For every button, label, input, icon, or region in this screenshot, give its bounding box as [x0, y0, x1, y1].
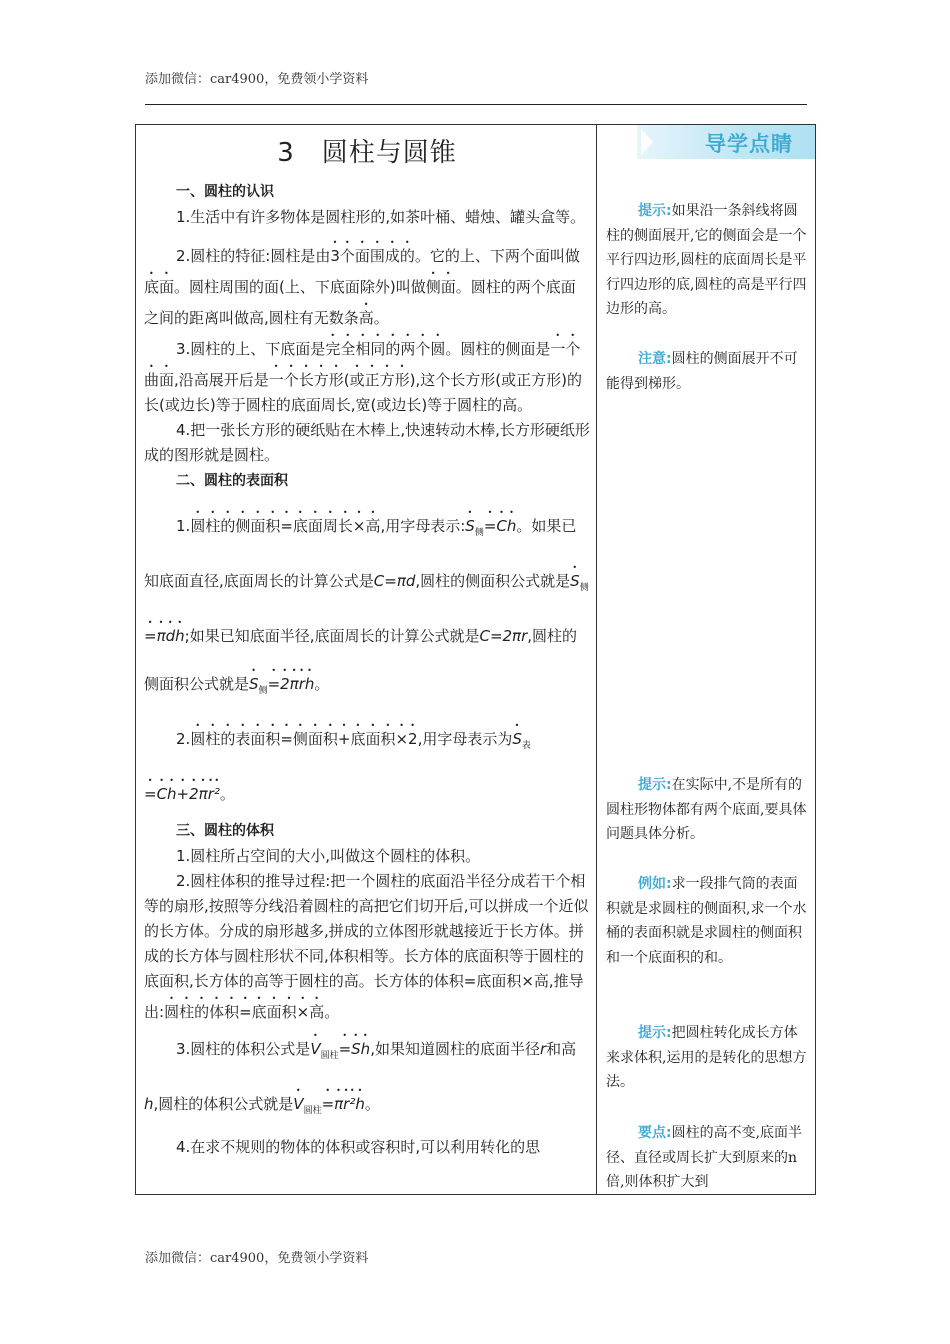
s2-paragraph-1: 1.圆柱的侧面积=底面周长×高,用字母表示$:S_侧=Ch$。如果已知底面直径,底面周长的计算公式是C=πd,圆柱的侧面积公式就是$S_侧=\pi dh$;如果已知底面半径,底面周长的计算公式就是C=2πr,圆柱的侧面积公式就是$S_侧=2\pi rh$。	[144, 517, 589, 696]
section-heading-2: 二、圆柱的表面积	[176, 473, 288, 489]
tip-6: 要点:圆柱的高不变,底面半径、直径或周长扩大到原来的n倍,则体积扩大到	[606, 1125, 803, 1190]
tip-3: 提示:在实际中,不是所有的圆柱形物体都有两个底面,要具体问题具体分析。	[606, 777, 807, 842]
section-heading-1: 一、圆柱的认识	[176, 184, 274, 200]
s1-paragraph-1: 1.生活中有许多物体是圆柱形的,如茶叶桶、蜡烛、罐头盒等。	[176, 208, 586, 226]
column-divider	[596, 125, 597, 1194]
section-heading-3: 三、圆柱的体积	[176, 823, 274, 839]
tip-2: 注意:圆柱的侧面展开不可能得到梯形。	[606, 351, 798, 392]
lesson-title: 3 圆柱与圆锥	[277, 138, 457, 168]
content-frame	[135, 124, 816, 1195]
s2-paragraph-2: 2.圆柱的表面积=侧面积+底面积×2,用字母表示为$S_表=Ch+2\pi r^2$。	[144, 730, 531, 803]
s1-paragraph-3: 3.圆柱的上、下底面是完全相同的两个圆。圆柱的侧面是一个曲面,沿高展开后是一个长方形(或正方形),这个长方形(或正方形)的长(或边长)等于圆柱的底面周长,宽(或边长)等于圆柱的高。	[144, 340, 582, 414]
page-header: 添加微信：car4900，免费领小学资料	[145, 72, 369, 87]
s3-paragraph-4: 4.在求不规则的物体的体积或容积时,可以利用转化的思	[176, 1138, 541, 1156]
tip-5: 提示:把圆柱转化成长方体来求体积,运用的是转化的思想方法。	[606, 1025, 807, 1090]
page-footer: 添加微信：car4900，免费领小学资料	[145, 1251, 369, 1266]
s3-paragraph-2: 2.圆柱体积的推导过程:把一个圆柱的底面沿半径分成若干个相等的扇形,按照等分线沿着圆柱的高把它们切开后,可以拼成一个近似的长方体。分成的扇形越多,拼成的立体图形就越接近于长方体。拼成的长方体与圆柱形状不同,体积相等。长方体的底面积等于圆柱的底面积,长方体的高等于圆柱的高。长方体的体积=底面积×高,推导出:圆柱的体积=底面积×高。	[144, 872, 589, 1021]
chevron-right-icon	[641, 129, 653, 155]
s1-paragraph-4: 4.把一张长方形的硬纸贴在木棒上,快速转动木棒,长方形硬纸形成的图形就是圆柱。	[144, 421, 590, 464]
s1-paragraph-2: 2.圆柱的特征:圆柱是由3个面围成的。它的上、下两个面叫做底面。圆柱周围的面(上、下底面除外)叫做侧面。圆柱的两个底面之间的距离叫做高,圆柱有无数条高。	[144, 247, 580, 327]
s3-paragraph-3: 3.圆柱的体积公式是$V_{圆柱}=Sh$,如果知道圆柱的底面半径r和高h,圆柱的体积公式就是$V_{圆柱}=\pi r^2h$。	[144, 1040, 577, 1116]
tip-4: 例如:求一段排气筒的表面积就是求圆柱的侧面积,求一个水桶的表面积就是求圆柱的侧面积和一个底面积的和。	[606, 876, 807, 966]
header-rule	[145, 104, 807, 105]
main-column	[144, 125, 590, 1160]
tip-1: 提示:如果沿一条斜线将圆柱的侧面展开,它的侧面会是一个平行四边形,圆柱的底面周长是平行四边形的底,圆柱的高是平行四边形的高。	[606, 203, 807, 317]
sidebar-banner	[637, 125, 815, 159]
sidebar-title: 导学点睛	[705, 132, 793, 156]
s3-paragraph-1: 1.圆柱所占空间的大小,叫做这个圆柱的体积。	[176, 847, 481, 865]
